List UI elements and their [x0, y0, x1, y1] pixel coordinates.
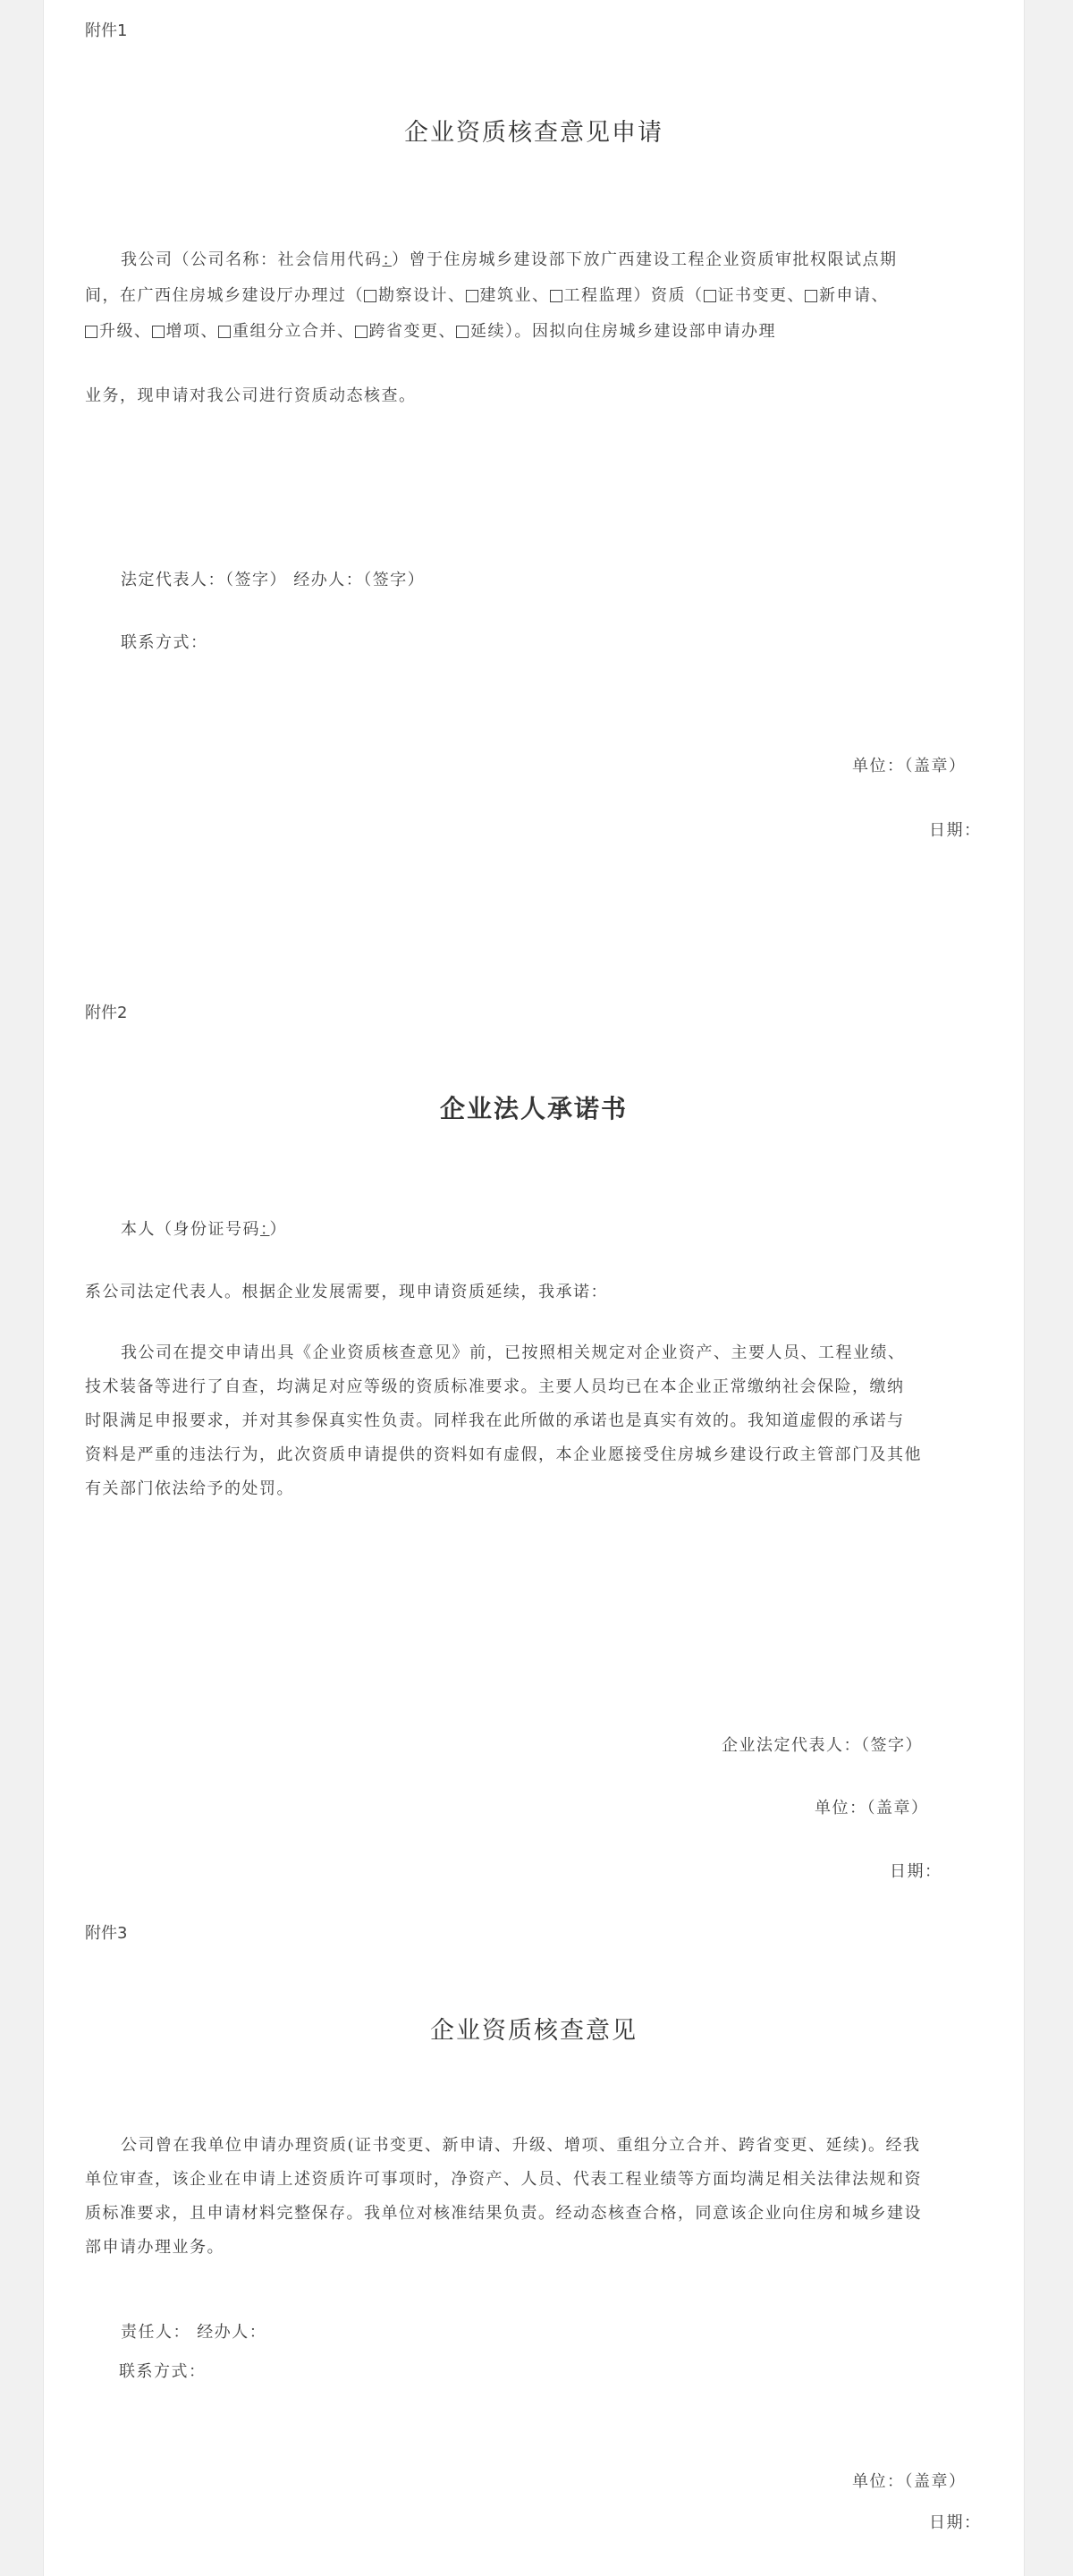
checkbox-kuasheng[interactable]: [355, 326, 368, 338]
att1-unit-seal: 单位：（盖章）: [852, 757, 967, 775]
att3-para-line: 公司曾在我单位申请办理资质(证书变更、新申请、升级、增项、重组分立合并、跨省变更、延续)。经我: [121, 2136, 921, 2155]
att2-unit-seal: 单位：（盖章）: [815, 1799, 929, 1818]
att2-commitment-paragraph: [85, 1336, 983, 1506]
att3-para-line: 质标准要求，且申请材料完整保存。我单位对核准结果负责。经动态核查合格，同意该企业向住房和城乡建设: [85, 2204, 922, 2223]
option-xinshen-label: 新申请、: [819, 286, 889, 305]
credit-code-blank: ：: [382, 250, 392, 269]
option-zengxiang-label: 增项、: [165, 322, 218, 341]
att1-line1-text: 我公司（公司名称：社会信用代码: [121, 250, 383, 269]
att3-unit-seal: 单位：（盖章）: [852, 2472, 967, 2491]
att2-date-label: 日期：: [890, 1862, 942, 1881]
checkbox-xinshen[interactable]: [805, 290, 817, 302]
att3-para-line: 部申请办理业务。: [85, 2238, 224, 2257]
attachment-2-title: 企业法人承诺书: [439, 1094, 628, 1123]
option-jianzhu-label: 建筑业、: [479, 286, 550, 305]
attachment-3-label: 附件3: [85, 1924, 128, 1943]
att3-date-label: 日期：: [929, 2513, 982, 2532]
att3-para-line: 单位审查，该企业在申请上述资质许可事项时，净资产、人员、代表工程业绩等方面均满足相关法律法规和资: [85, 2170, 922, 2189]
checkbox-shengji[interactable]: [85, 326, 97, 338]
att1-contact-label: 联系方式：: [121, 633, 208, 652]
checkbox-yanxu[interactable]: [456, 326, 469, 338]
att2-para-line: 有关部门依法给予的处罚。: [85, 1479, 294, 1498]
attachment-1-label: 附件1: [85, 21, 128, 40]
att1-line3-text: ）。因拟向住房城乡建设部申请办理: [505, 322, 776, 341]
attachment-3-title: 企业资质核查意见: [430, 2017, 638, 2045]
document-page: [43, 0, 1025, 2576]
attachment-1-title: 企业资质核查意见申请: [404, 119, 663, 147]
att3-contact-label: 联系方式：: [119, 2362, 207, 2381]
option-shengji-label: 升级、: [99, 322, 152, 341]
att1-paragraph-line-4: 业务，现申请对我公司进行资质动态核查。: [85, 386, 417, 405]
att3-opinion-paragraph: [85, 2129, 983, 2265]
attachment-2-label: 附件2: [85, 1004, 128, 1022]
att2-para-line: 资料是严重的违法行为，此次资质申请提供的资料如有虚假，本企业愿接受住房城乡建设行政主管部门及其他: [85, 1445, 922, 1464]
option-kancha-label: 勘察设计、: [378, 286, 466, 305]
option-zhengshu-label: 证书变更、: [717, 286, 805, 305]
option-yanxu-label: 延续: [470, 322, 505, 341]
att2-legal-rep-signature: 企业法定代表人：（签字）: [722, 1736, 923, 1755]
att2-id-text: 本人（身份证号码: [121, 1220, 260, 1239]
att2-para-line: 时限满足申报要求，并对其参保真实性负责。同样我在此所做的承诺也是真实有效的。我知道虚假的承诺与: [85, 1411, 905, 1430]
checkbox-jianli[interactable]: [550, 290, 562, 302]
checkbox-kancha[interactable]: [364, 290, 376, 302]
option-chongzu-label: 重组分立合并、: [232, 322, 355, 341]
checkbox-zhengshu[interactable]: [704, 290, 716, 302]
att2-id-line: [121, 1216, 287, 1240]
checkbox-zengxiang[interactable]: [152, 326, 165, 338]
att1-paragraph-line-3: [85, 318, 776, 342]
checkbox-jianzhu[interactable]: [466, 290, 478, 302]
att1-paragraph-line-2: [85, 283, 889, 306]
att2-statement-line: 系公司法定代表人。根据企业发展需要，现申请资质延续，我承诺：: [85, 1283, 608, 1301]
att1-line2-mid: ）资质（: [633, 286, 704, 305]
att1-line2-text: 间，在广西住房城乡建设厅办理过（: [85, 286, 364, 305]
att3-responsible-line: 责任人： 经办人：: [121, 2323, 267, 2342]
option-jianli-label: 工程监理: [563, 286, 634, 305]
att1-line1-text-end: ）曾于住房城乡建设部下放广西建设工程企业资质审批权限试点期: [392, 250, 898, 269]
option-kuasheng-label: 跨省变更、: [368, 322, 456, 341]
id-number-blank: ：: [260, 1220, 270, 1239]
att1-paragraph-line-1: [121, 247, 898, 270]
att2-para-line: 我公司在提交申请出具《企业资质核查意见》前，已按照相关规定对企业资产、主要人员、工程业绩、: [121, 1343, 906, 1362]
att1-signature-line: 法定代表人：（签字） 经办人：（签字）: [121, 571, 426, 589]
checkbox-chongzu[interactable]: [218, 326, 231, 338]
att1-date-label: 日期：: [929, 821, 982, 840]
att2-id-close: ）: [269, 1220, 287, 1239]
att2-para-line: 技术装备等进行了自查，均满足对应等级的资质标准要求。主要人员均已在本企业正常缴纳社会保险，缴纳: [85, 1377, 905, 1396]
